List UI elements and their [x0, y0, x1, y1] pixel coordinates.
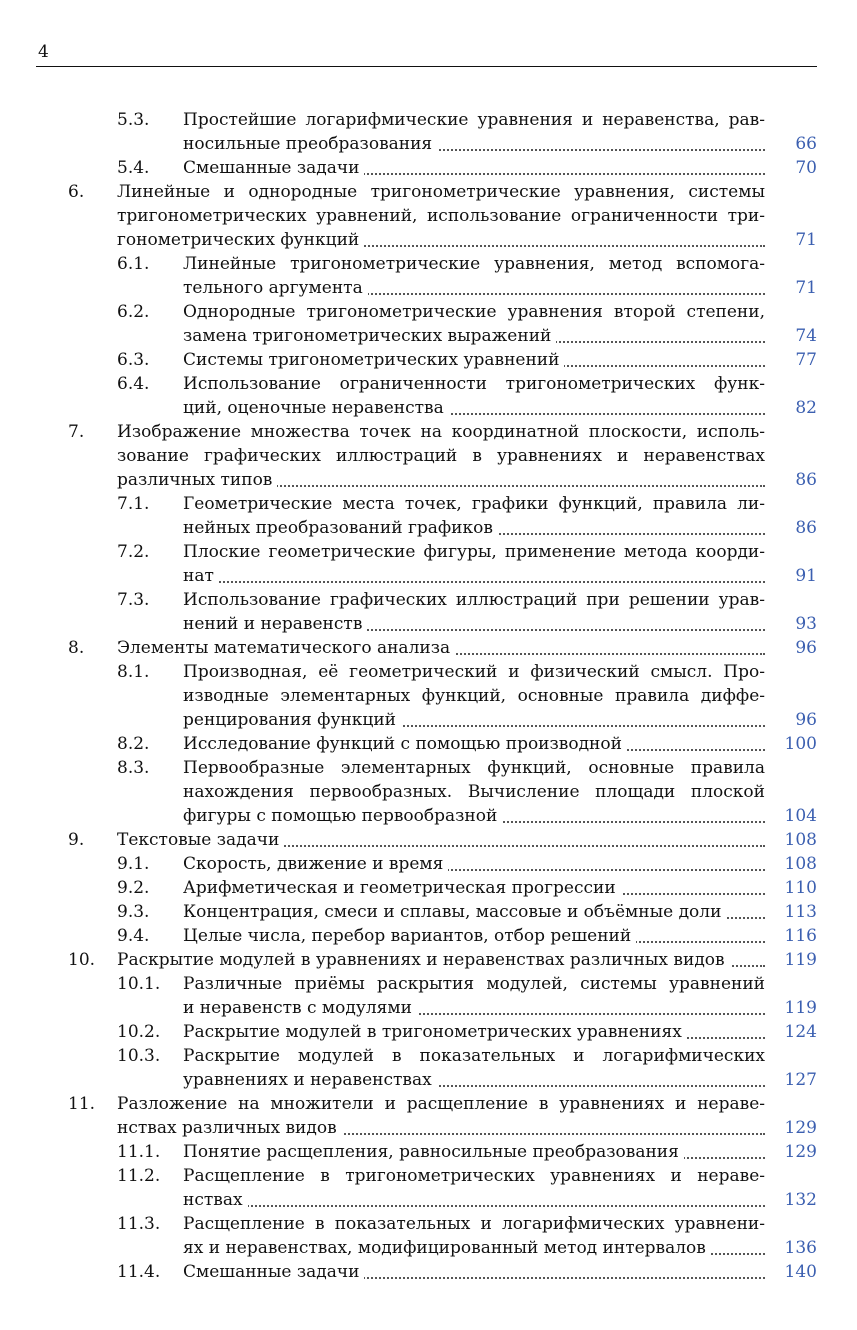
toc-entry-last-line [117, 948, 765, 972]
toc-entry-title: Элементы математического анализа [117, 638, 455, 658]
toc-entry-page-link[interactable]: 96 [789, 636, 817, 660]
toc-entry-title: гонометрических функций [117, 230, 364, 250]
toc-entry[interactable] [0, 924, 857, 948]
toc-entry-last-line [183, 396, 765, 420]
toc-entry-last-line [183, 1020, 765, 1044]
toc-entry-title: ций, оценочные неравенства [183, 398, 449, 418]
toc-entry-number: 6.2. [117, 302, 150, 322]
toc-entry-title-line: Изображение множества точек на координатной плоскости, исполь- [117, 422, 765, 442]
toc-entry-page-link[interactable]: 113 [779, 900, 817, 924]
toc-entry-number: 8.3. [117, 758, 150, 778]
toc-entry[interactable] [0, 1140, 857, 1164]
toc-entry-page-link[interactable]: 77 [789, 348, 817, 372]
dot-leader [183, 1205, 765, 1207]
toc-entry-page-link[interactable]: 132 [779, 1188, 817, 1212]
toc-entry-page-link[interactable]: 91 [789, 564, 817, 588]
dot-leader [183, 581, 765, 583]
toc-entry-last-line [183, 1260, 765, 1284]
table-of-contents [0, 108, 857, 1284]
toc-entry-title-line: Простейшие логарифмические уравнения и неравенства, рав- [183, 110, 765, 130]
toc-entry-number: 11.4. [117, 1262, 161, 1282]
toc-entry-title: нат [183, 566, 219, 586]
toc-entry-number: 8.2. [117, 734, 150, 754]
toc-entry-title-line: Линейные и однородные тригонометрические уравнения, системы [117, 182, 765, 202]
toc-entry-page-link[interactable]: 100 [779, 732, 817, 756]
toc-entry-last-line [183, 924, 765, 948]
toc-entry-number: 7. [68, 422, 85, 442]
toc-entry[interactable] [0, 588, 857, 636]
toc-entry-page-link[interactable]: 124 [779, 1020, 817, 1044]
toc-entry-number: 9.4. [117, 926, 150, 946]
toc-entry-last-line [183, 876, 765, 900]
page-number: 4 [38, 42, 49, 62]
toc-entry[interactable] [0, 828, 857, 852]
toc-entry-number: 7.1. [117, 494, 150, 514]
toc-entry-last-line [183, 276, 765, 300]
toc-entry-title: тельного аргумента [183, 278, 368, 298]
toc-entry-last-line [183, 708, 765, 732]
toc-entry-last-line [183, 324, 765, 348]
toc-entry[interactable] [0, 108, 857, 156]
toc-entry-last-line [183, 612, 765, 636]
toc-entry[interactable] [0, 1212, 857, 1260]
toc-entry-page-link[interactable]: 70 [789, 156, 817, 180]
toc-entry-number: 11.2. [117, 1166, 161, 1186]
toc-entry-title-line: Использование ограниченности тригонометрических функ- [183, 374, 765, 394]
toc-entry-number: 9.2. [117, 878, 150, 898]
toc-entry[interactable] [0, 1020, 857, 1044]
toc-entry-number: 11.1. [117, 1142, 161, 1162]
toc-entry-number: 10.2. [117, 1022, 161, 1042]
toc-entry-page-link[interactable]: 71 [789, 228, 817, 252]
toc-entry-title: Смешанные задачи [183, 1262, 364, 1282]
toc-entry-page-link[interactable]: 66 [789, 132, 817, 156]
toc-entry[interactable] [0, 420, 857, 492]
toc-entry-number: 9.1. [117, 854, 150, 874]
toc-entry-title-line: изводные элементарных функций, основные правила диффе- [183, 686, 765, 706]
toc-entry-number: 11.3. [117, 1214, 161, 1234]
toc-entry-title: различных типов [117, 470, 277, 490]
toc-entry-last-line [183, 348, 765, 372]
toc-entry-title: Целые числа, перебор вариантов, отбор решений [183, 926, 636, 946]
toc-entry[interactable] [0, 1164, 857, 1212]
toc-entry-title-line: Плоские геометрические фигуры, применение метода коорди- [183, 542, 765, 562]
toc-entry-last-line [183, 804, 765, 828]
toc-entry-last-line [183, 1068, 765, 1092]
toc-entry-number: 8. [68, 638, 85, 658]
toc-entry-title: и неравенств с модулями [183, 998, 417, 1018]
toc-entry-page-link[interactable]: 74 [789, 324, 817, 348]
toc-entry-page-link[interactable]: 108 [779, 852, 817, 876]
toc-entry-number: 10. [68, 950, 96, 970]
toc-entry[interactable] [0, 180, 857, 252]
toc-entry-page-link[interactable]: 86 [789, 468, 817, 492]
toc-entry[interactable] [0, 1260, 857, 1284]
toc-entry-number: 7.3. [117, 590, 150, 610]
toc-entry-last-line [117, 1116, 765, 1140]
toc-entry-number: 7.2. [117, 542, 150, 562]
toc-entry-title-line: Расщепление в показательных и логарифмических уравнени- [183, 1214, 765, 1234]
toc-entry-title: Понятие расщепления, равносильные преобразования [183, 1142, 684, 1162]
toc-entry-title-line: зование графических иллюстраций в уравнениях и неравенствах [117, 446, 765, 466]
toc-entry-last-line [183, 996, 765, 1020]
toc-entry[interactable] [0, 876, 857, 900]
toc-entry[interactable] [0, 732, 857, 756]
toc-entry-page-link[interactable]: 140 [779, 1260, 817, 1284]
toc-entry-page-link[interactable]: 116 [779, 924, 817, 948]
toc-entry-last-line [117, 828, 765, 852]
toc-entry[interactable] [0, 252, 857, 300]
header-rule [36, 66, 817, 67]
toc-entry[interactable] [0, 540, 857, 588]
toc-entry-title-line: Линейные тригонометрические уравнения, метод вспомога- [183, 254, 765, 274]
toc-entry-page-link[interactable]: 86 [789, 516, 817, 540]
toc-entry-title: Арифметическая и геометрическая прогрессии [183, 878, 621, 898]
toc-entry-page-link[interactable]: 71 [789, 276, 817, 300]
toc-entry-title: Раскрытие модулей в уравнениях и неравенствах различных видов [117, 950, 730, 970]
toc-entry[interactable] [0, 372, 857, 420]
toc-entry-last-line [183, 156, 765, 180]
toc-entry-title-line: Однородные тригонометрические уравнения второй степени, [183, 302, 765, 322]
toc-entry-last-line [183, 852, 765, 876]
toc-entry-last-line [183, 1188, 765, 1212]
toc-entry-title: нствах [183, 1190, 248, 1210]
toc-entry-title-line: Использование графических иллюстраций при решении урав- [183, 590, 765, 610]
toc-entry-page-link[interactable]: 108 [779, 828, 817, 852]
toc-entry-title: замена тригонометрических выражений [183, 326, 556, 346]
toc-entry-number: 6. [68, 182, 85, 202]
toc-entry-last-line [183, 1236, 765, 1260]
toc-entry-page-link[interactable]: 127 [779, 1068, 817, 1092]
toc-entry-title-line: Геометрические места точек, графики функций, правила ли- [183, 494, 765, 514]
toc-entry-title: нейных преобразований графиков [183, 518, 498, 538]
toc-entry-page-link[interactable]: 129 [779, 1116, 817, 1140]
toc-entry-number: 6.1. [117, 254, 150, 274]
toc-entry[interactable] [0, 948, 857, 972]
toc-entry-page-link[interactable]: 104 [779, 804, 817, 828]
toc-entry[interactable] [0, 636, 857, 660]
toc-entry-title: Смешанные задачи [183, 158, 364, 178]
toc-entry-page-link[interactable]: 96 [789, 708, 817, 732]
toc-entry[interactable] [0, 756, 857, 828]
toc-entry-page-link[interactable]: 119 [779, 948, 817, 972]
toc-entry-number: 11. [68, 1094, 96, 1114]
toc-entry[interactable] [0, 660, 857, 732]
toc-entry-title-line: Первообразные элементарных функций, основные правила [183, 758, 765, 778]
toc-entry-title: Концентрация, смеси и сплавы, массовые и объёмные доли [183, 902, 726, 922]
toc-entry[interactable] [0, 1092, 857, 1140]
toc-entry-page-link[interactable]: 136 [779, 1236, 817, 1260]
toc-entry[interactable] [0, 492, 857, 540]
toc-entry-last-line [117, 636, 765, 660]
toc-entry[interactable] [0, 852, 857, 876]
toc-entry-number: 5.4. [117, 158, 150, 178]
toc-entry-title: нений и неравенств [183, 614, 367, 634]
toc-entry-last-line [183, 516, 765, 540]
toc-entry-number: 9.3. [117, 902, 150, 922]
toc-entry-title-line: Раскрытие модулей в показательных и логарифмических [183, 1046, 765, 1066]
toc-entry-number: 6.3. [117, 350, 150, 370]
toc-entry-title: ренцирования функций [183, 710, 401, 730]
toc-entry-number: 8.1. [117, 662, 150, 682]
toc-entry-title-line: Производная, её геометрический и физический смысл. Про- [183, 662, 765, 682]
toc-entry-title: носильные преобразования [183, 134, 437, 154]
toc-entry-page-link[interactable]: 119 [779, 996, 817, 1020]
toc-entry-number: 9. [68, 830, 85, 850]
toc-entry-page-link[interactable]: 129 [779, 1140, 817, 1164]
toc-entry-last-line [183, 732, 765, 756]
toc-entry-page-link[interactable]: 110 [779, 876, 817, 900]
toc-entry-last-line [183, 132, 765, 156]
toc-entry-number: 6.4. [117, 374, 150, 394]
toc-entry-title: Скорость, движение и время [183, 854, 448, 874]
toc-entry-page-link[interactable]: 93 [789, 612, 817, 636]
toc-entry-last-line [117, 468, 765, 492]
toc-entry-number: 5.3. [117, 110, 150, 130]
toc-entry-title-line: Различные приёмы раскрытия модулей, системы уравнений [183, 974, 765, 994]
toc-entry-title: Текстовые задачи [117, 830, 284, 850]
toc-entry[interactable] [0, 300, 857, 348]
toc-entry-title: ях и неравенствах, модифицированный метод интервалов [183, 1238, 711, 1258]
toc-entry-number: 10.1. [117, 974, 161, 994]
toc-entry-title-line: Расщепление в тригонометрических уравнениях и нераве- [183, 1166, 765, 1186]
toc-entry[interactable] [0, 900, 857, 924]
toc-entry[interactable] [0, 156, 857, 180]
toc-entry-title-line: тригонометрических уравнений, использование ограниченности три- [117, 206, 765, 226]
toc-entry-number: 10.3. [117, 1046, 161, 1066]
toc-entry-title: фигуры с помощью первообразной [183, 806, 502, 826]
toc-entry-title: нствах различных видов [117, 1118, 342, 1138]
toc-entry-last-line [117, 228, 765, 252]
toc-entry-title: Системы тригонометрических уравнений [183, 350, 564, 370]
toc-entry-title-line: нахождения первообразных. Вычисление площади плоской [183, 782, 765, 802]
toc-entry[interactable] [0, 972, 857, 1020]
toc-entry-title: Раскрытие модулей в тригонометрических уравнениях [183, 1022, 687, 1042]
toc-entry-last-line [183, 900, 765, 924]
toc-entry-last-line [183, 1140, 765, 1164]
toc-entry-title: уравнениях и неравенствах [183, 1070, 437, 1090]
toc-entry-title-line: Разложение на множители и расщепление в уравнениях и нераве- [117, 1094, 765, 1114]
toc-entry-page-link[interactable]: 82 [789, 396, 817, 420]
toc-entry[interactable] [0, 348, 857, 372]
toc-entry[interactable] [0, 1044, 857, 1092]
toc-entry-last-line [183, 564, 765, 588]
toc-entry-title: Исследование функций с помощью производной [183, 734, 627, 754]
